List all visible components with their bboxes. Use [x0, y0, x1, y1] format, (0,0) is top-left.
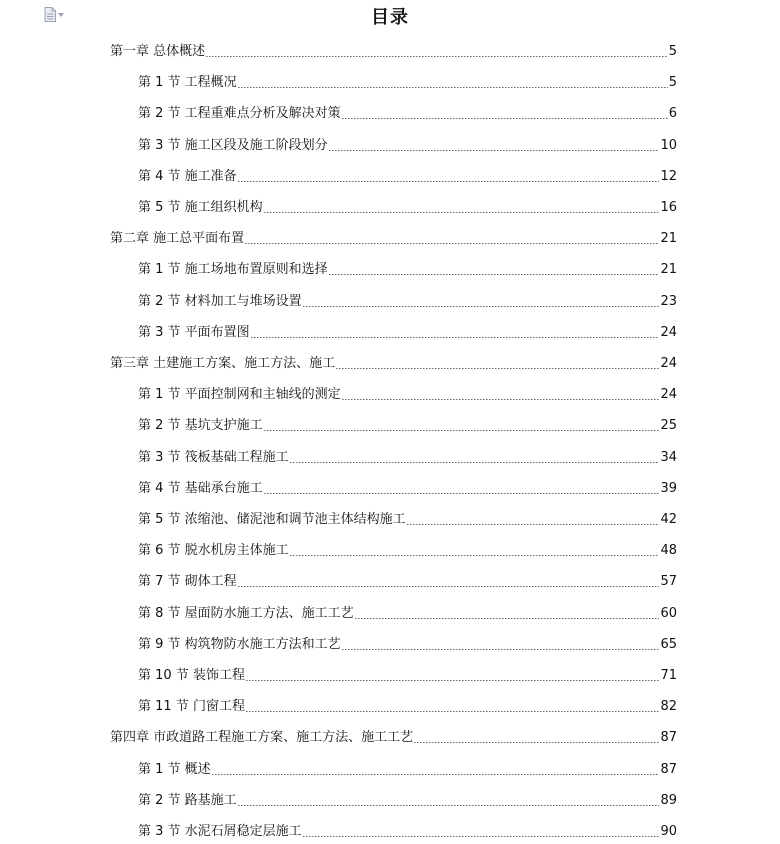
toc-page-number: 12 [660, 168, 677, 184]
toc-entry-label: 第 8 节 屋面防水施工方法、施工工艺 [138, 605, 354, 621]
toc-section-row[interactable] [138, 134, 677, 154]
toc-page-number: 16 [660, 200, 677, 215]
dot-leader [303, 306, 660, 307]
toc-entry-label: 第 1 节 工程概况 [138, 75, 237, 91]
toc-section-row[interactable] [138, 633, 677, 653]
toc-page-number: 87 [660, 761, 677, 777]
toc-entry-label: 第三章 土建施工方案、施工方法、施工 [110, 356, 336, 371]
toc-entry-label: 第 5 节 浓缩池、储泥池和调节池主体结构施工 [138, 512, 406, 527]
dot-leader [290, 462, 660, 463]
toc-entry-label: 第二章 施工总平面布置 [110, 231, 245, 247]
dot-leader [245, 243, 659, 244]
toc-section-row[interactable] [138, 290, 677, 310]
toc-page-number: 24 [660, 324, 677, 340]
toc-entry-label: 第 2 节 路基施工 [138, 792, 237, 808]
toc-section-row[interactable] [138, 789, 677, 809]
toc-section-row[interactable] [138, 383, 677, 403]
toc-entry-label: 第 3 节 筏板基础工程施工 [138, 449, 289, 465]
toc-page-number: 71 [660, 668, 677, 683]
toc-page-number: 48 [660, 543, 677, 559]
dot-leader [407, 524, 660, 525]
toc-page-number: 6 [668, 106, 677, 122]
toc-page-number: 82 [660, 699, 677, 715]
toc-entry-label: 第 1 节 平面控制网和主轴线的测定 [138, 387, 341, 403]
toc-entry-label: 第 11 节 门窗工程 [138, 699, 245, 715]
toc-section-row[interactable] [138, 758, 677, 778]
toc-entry-label: 第 2 节 工程重难点分析及解决对策 [138, 106, 341, 122]
toc-entry-label: 第 1 节 概述 [138, 761, 211, 777]
toc-section-row[interactable] [138, 820, 677, 840]
toc-section-row[interactable] [138, 695, 677, 715]
dot-leader [414, 742, 659, 743]
toc-entry-label: 第 4 节 基础承台施工 [138, 480, 263, 496]
dot-leader [355, 618, 660, 619]
toc-entry-label: 第 4 节 施工准备 [138, 168, 237, 184]
toc-section-row[interactable] [138, 71, 677, 91]
toc-entry-label: 第一章 总体概述 [110, 44, 206, 59]
toc-entry-label: 第 7 节 砌体工程 [138, 574, 237, 590]
toc-entry-label: 第四章 市政道路工程施工方案、施工方法、施工工艺 [110, 730, 414, 746]
toc-section-row[interactable] [138, 508, 677, 528]
toc-entry-label: 第 2 节 基坑支护施工 [138, 418, 263, 434]
toc-section-row[interactable] [138, 539, 677, 559]
dot-leader [246, 680, 660, 681]
toc-entry-label: 第 6 节 脱水机房主体施工 [138, 543, 289, 559]
toc-chapter-row[interactable] [110, 352, 677, 372]
dot-leader [212, 774, 660, 775]
toc-section-row[interactable] [138, 102, 677, 122]
toc-page-number: 24 [660, 356, 677, 371]
toc-page-number: 21 [660, 231, 677, 247]
toc-page-number: 24 [660, 387, 677, 403]
toc-entry-label: 第 3 节 平面布置图 [138, 324, 250, 340]
dot-leader [290, 555, 660, 556]
dot-leader [303, 836, 660, 837]
toc-section-row[interactable] [138, 321, 677, 341]
dot-leader [206, 56, 668, 57]
dot-leader [342, 399, 660, 400]
toc-entry-label: 第 10 节 装饰工程 [138, 668, 245, 683]
toc-page-number: 42 [660, 512, 677, 527]
toc-page-number: 34 [660, 449, 677, 465]
toc-entry-label: 第 2 节 材料加工与堆场设置 [138, 293, 302, 309]
toc-page-number: 25 [660, 418, 677, 434]
toc-page-number: 60 [660, 605, 677, 621]
toc-section-row[interactable] [138, 446, 677, 466]
dot-leader [238, 181, 660, 182]
dot-leader [342, 649, 660, 650]
dot-leader [238, 586, 660, 587]
toc-entry-label: 第 3 节 水泥石屑稳定层施工 [138, 824, 302, 839]
toc-page-number: 21 [660, 262, 677, 278]
toc-page-number: 23 [660, 293, 677, 309]
dot-leader [251, 337, 660, 338]
toc-section-row[interactable] [138, 602, 677, 622]
toc-entry-label: 第 3 节 施工区段及施工阶段划分 [138, 137, 328, 153]
toc-section-row[interactable] [138, 477, 677, 497]
toc-chapter-row[interactable] [110, 40, 677, 60]
toc-page-number: 65 [660, 636, 677, 652]
toc-entry-label: 第 9 节 构筑物防水施工方法和工艺 [138, 636, 341, 652]
dot-leader [264, 430, 660, 431]
toc-section-row[interactable] [138, 165, 677, 185]
toc-page-number: 5 [668, 44, 677, 59]
dot-leader [238, 805, 660, 806]
dot-leader [238, 87, 668, 88]
dot-leader [336, 368, 659, 369]
toc-section-row[interactable] [138, 664, 677, 684]
toc-page-number: 90 [660, 824, 677, 839]
toc-page-number: 10 [660, 137, 677, 153]
toc-chapter-row[interactable] [110, 726, 677, 746]
toc-chapter-row[interactable] [110, 227, 677, 247]
toc-page-number: 87 [660, 730, 677, 746]
page-title: 目录 [371, 7, 409, 28]
toc-section-row[interactable] [138, 196, 677, 216]
dot-leader [246, 711, 660, 712]
dot-leader [329, 150, 660, 151]
toc-page-number: 89 [660, 792, 677, 808]
toc-section-row[interactable] [138, 258, 677, 278]
dot-leader [264, 493, 660, 494]
toc-page-number: 57 [660, 574, 677, 590]
toc-page-number: 39 [660, 480, 677, 496]
dot-leader [264, 212, 660, 213]
dot-leader [329, 274, 660, 275]
toc-entry-label: 第 1 节 施工场地布置原则和选择 [138, 262, 328, 278]
dot-leader [342, 118, 668, 119]
toc-entry-label: 第 5 节 施工组织机构 [138, 200, 263, 215]
toc-page-number: 5 [668, 75, 677, 91]
toc-section-row[interactable] [138, 570, 677, 590]
toc-section-row[interactable] [138, 414, 677, 434]
